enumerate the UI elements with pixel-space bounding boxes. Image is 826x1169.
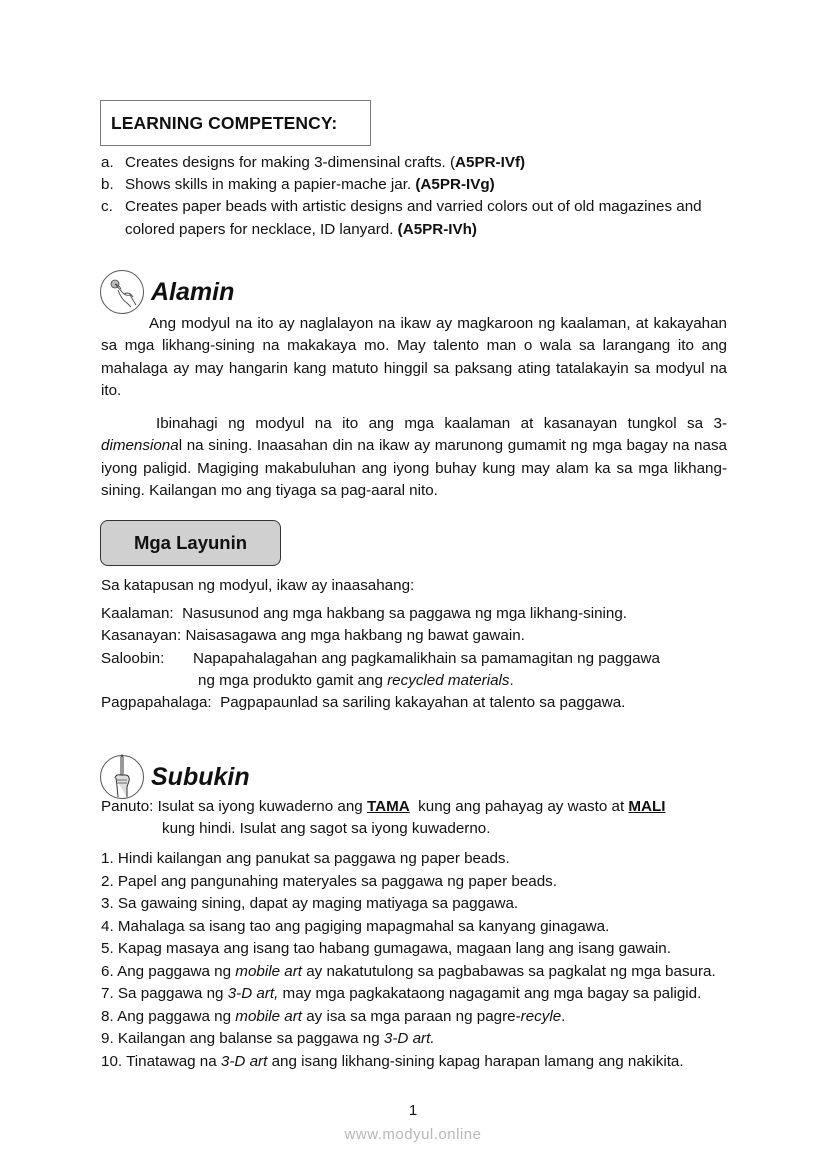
- objective-pagpapahalaga: [101, 692, 625, 714]
- competency-code: (A5PR-IVh): [397, 220, 477, 238]
- item-label: b.: [101, 176, 114, 194]
- text: .: [509, 672, 514, 689]
- item-text: Creates paper beads with artistic designs and varried colors out of old magazines and colored papers for necklace, ID lanyard.: [125, 198, 702, 238]
- panuto-instructions: [101, 796, 741, 841]
- layunin-intro: Sa katapusan ng modyul, ikaw ay inaasahang:: [101, 577, 415, 594]
- page-number: 1: [408, 1102, 418, 1119]
- objective-text: Napapahalagahan ang pagkamalikhain sa pamamagitan ng paggawa: [193, 650, 660, 667]
- subukin-header: [99, 754, 250, 800]
- question-item: [101, 961, 716, 984]
- subukin-title: Subukin: [151, 762, 250, 791]
- objective-label: Saloobin:: [101, 650, 165, 667]
- item-label: c.: [101, 198, 113, 216]
- subukin-question-list: [101, 848, 716, 1073]
- question-text: Mahalaga sa isang tao ang pagiging mapagmahal sa kanyang ginagawa.: [117, 917, 610, 935]
- text: Ibinahagi ng modyul na ito ang mga kaalaman at kasanayan tungkol sa 3-: [156, 415, 727, 432]
- question-item: [101, 938, 716, 961]
- learning-competency-heading: [100, 100, 371, 146]
- item-text: Shows skills in making a papier-mache jar.: [125, 176, 416, 194]
- layunin-title: Mga Layunin: [133, 532, 248, 553]
- question-text: ang isang likhang-sining kapag harapan lamang ang nakikita.: [267, 1052, 684, 1070]
- mga-layunin-heading: [100, 520, 281, 566]
- question-text: may mga pagkakataong nagagamit ang mga bagay sa paligid.: [278, 985, 702, 1002]
- objective-label: Kaalaman:: [101, 605, 174, 622]
- question-number: 5.: [101, 940, 114, 957]
- text: ng mga produkto gamit ang: [198, 672, 388, 689]
- competency-code: A5PR-IVf): [455, 154, 526, 171]
- competency-code: (A5PR-IVg): [415, 176, 495, 194]
- question-item: [101, 916, 716, 939]
- text: kung ang pahayag ay wasto at: [409, 798, 629, 815]
- question-item: [101, 848, 716, 871]
- question-text: Kapag masaya ang isang tao habang gumagawa, magaan lang ang isang gawain.: [117, 940, 671, 957]
- panuto-label: Panuto:: [101, 798, 158, 815]
- text: Isulat sa iyong kuwaderno ang: [157, 798, 367, 815]
- question-text: Sa gawaing sining, dapat ay maging matiyaga sa paggawa.: [117, 895, 519, 912]
- item-label: a.: [101, 154, 114, 171]
- alamin-header: [99, 269, 234, 315]
- question-text: Kailangan ang balanse sa paggawa ng: [117, 1030, 384, 1047]
- question-item: [101, 893, 716, 916]
- question-text: .: [561, 1007, 566, 1025]
- italic-term: mobile art: [235, 962, 302, 980]
- italic-term: mobile art: [235, 1007, 302, 1025]
- question-number: 7.: [101, 985, 114, 1002]
- panuto-line-2: kung hindi. Isulat ang sagot sa iyong kuwaderno.: [162, 820, 491, 838]
- alamin-paragraph-1: Ang modyul na ito ay naglalayon na ikaw ay magkaroon ng kaalaman, at kakayahan sa mga likhang-sining na makakaya mo. May talento man o wala sa larangang ito ang mahalaga ay may hangarin kang matuto hinggil sa paksang ating tatalakayin sa modyul na ito.: [101, 315, 727, 399]
- objective-saloobin-cont: [198, 670, 514, 692]
- question-text: Ang paggawa ng: [117, 1007, 236, 1025]
- italic-term: recycled materials: [387, 672, 510, 689]
- objective-label: Kasanayan:: [101, 627, 182, 644]
- objective-kaalaman: [101, 603, 627, 625]
- italic-term: 3-D art,: [227, 985, 279, 1002]
- tama-keyword: TAMA: [366, 798, 410, 815]
- objective-label: Pagpapahalaga:: [101, 694, 212, 711]
- question-item: [101, 1051, 716, 1074]
- competency-item: [101, 152, 741, 174]
- question-text: Papel ang pangunahing materyales sa paggawa ng paper beads.: [117, 872, 557, 890]
- question-text: ay nakatutulong sa pagbabawas sa pagkalat ng mga basura.: [301, 962, 716, 980]
- question-number: 3.: [101, 895, 114, 912]
- competency-heading-text: LEARNING COMPETENCY:: [111, 112, 338, 133]
- alamin-paragraph-2: [101, 413, 727, 502]
- objective-saloobin: [101, 648, 660, 670]
- question-item: [101, 983, 716, 1006]
- question-item: [101, 1028, 716, 1051]
- objective-text: Naisasagawa ang mga hakbang ng bawat gawain.: [185, 627, 525, 644]
- italic-term: dimensiona: [101, 437, 179, 455]
- alamin-title: Alamin: [151, 277, 235, 306]
- watermark: www.modyul.online: [344, 1126, 482, 1143]
- question-text: Tinatawag na: [126, 1052, 221, 1070]
- mali-keyword: MALI: [628, 798, 666, 815]
- italic-term: recyle: [520, 1007, 562, 1025]
- question-text: Ang paggawa ng: [117, 962, 236, 980]
- hand-holding-pencil-icon: [99, 754, 145, 800]
- competency-list: [101, 152, 741, 241]
- question-number: 4.: [101, 917, 114, 935]
- competency-item: [101, 174, 741, 196]
- italic-term: 3-D art: [220, 1052, 268, 1070]
- text: l na sining. Inaasahan din na ikaw ay marunong gumamit ng mga bagay na nasa iyong paligid. Magiging makabuluhan ang iyong buhay kung may alam ka sa mga likhang-sining. Kailangan mo ang tiyaga sa pag-aaral nito.: [101, 437, 727, 499]
- objective-text: Pagpapaunlad sa sariling kakayahan at talento sa paggawa.: [220, 694, 626, 711]
- question-number: 6.: [101, 962, 114, 980]
- objective-text: Nasusunod ang mga hakbang sa paggawa ng mga likhang-sining.: [182, 605, 628, 622]
- item-text: Creates designs for making 3-dimensinal crafts. (: [125, 154, 456, 171]
- question-text: Hindi kailangan ang panukat sa paggawa ng paper beads.: [117, 850, 510, 867]
- question-number: 2.: [101, 872, 114, 890]
- question-number: 8.: [101, 1007, 114, 1025]
- hand-pointing-icon: [99, 269, 145, 315]
- italic-term: 3-D art.: [383, 1030, 435, 1047]
- question-text: Sa paggawa ng: [117, 985, 228, 1002]
- question-item: [101, 871, 716, 894]
- question-number: 1.: [101, 850, 114, 867]
- question-number: 10.: [101, 1052, 123, 1070]
- question-text: ay isa sa mga paraan ng pagre-: [301, 1007, 521, 1025]
- competency-item: [101, 196, 741, 240]
- objective-kasanayan: [101, 625, 525, 647]
- question-item: [101, 1006, 716, 1029]
- question-number: 9.: [101, 1030, 114, 1047]
